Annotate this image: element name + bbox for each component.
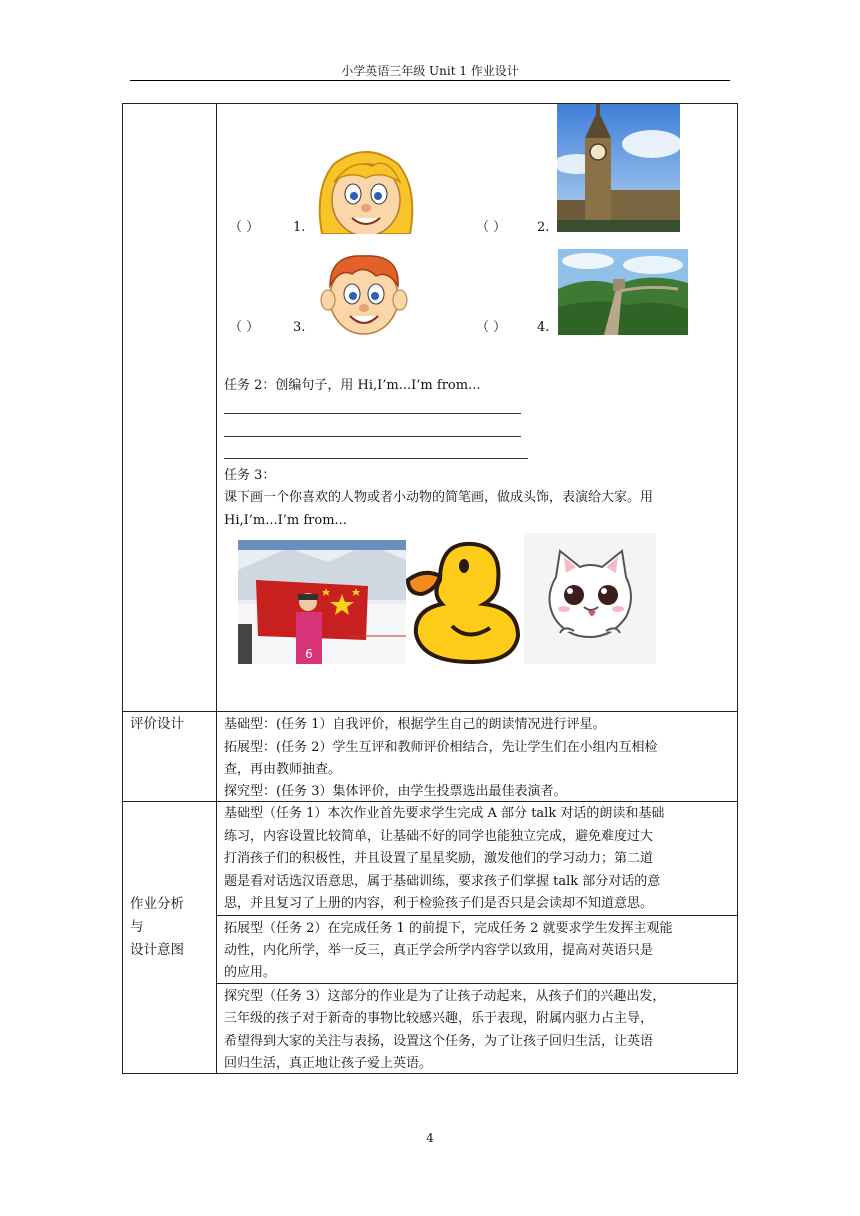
boy-cartoon-image bbox=[314, 252, 414, 336]
text-line: 希望得到大家的关注与表扬，设置这个任务，为了让孩子回归生活，让英语 bbox=[224, 1034, 654, 1049]
text-line: 练习，内容设置比较简单，让基础不好的同学也能独立完成，避免难度过大 bbox=[224, 829, 654, 844]
task3-heading: 任务 3： bbox=[224, 468, 276, 483]
answer-bracket[interactable]: （ ） bbox=[229, 320, 260, 335]
task3-instruction: 课下画一个你喜欢的人物或者小动物的简笔画，做成头饰，表演给大家。用 bbox=[224, 490, 654, 505]
analysis-label-intent: 设计意图 bbox=[130, 942, 184, 958]
row-divider-evaluation bbox=[122, 711, 738, 712]
text-line: 题是看对话选汉语意思，属于基础训练，要求孩子们掌握 talk 部分对话的意 bbox=[224, 874, 661, 889]
great-wall-photo bbox=[558, 249, 688, 335]
table-border-right bbox=[737, 103, 738, 1074]
svg-text:6: 6 bbox=[305, 647, 313, 661]
answer-bracket[interactable]: （ ） bbox=[476, 320, 507, 335]
answer-bracket[interactable]: （ ） bbox=[476, 220, 507, 235]
subrow-divider-extend bbox=[216, 915, 738, 916]
answer-line-1[interactable] bbox=[224, 413, 521, 414]
big-ben-photo bbox=[557, 104, 680, 232]
page-number: 4 bbox=[426, 1131, 434, 1145]
item-number: 1. bbox=[293, 220, 306, 235]
subrow-divider-explore bbox=[216, 983, 738, 984]
yellow-duck-image bbox=[406, 538, 524, 664]
header-rule bbox=[130, 80, 730, 81]
text-line: 三年级的孩子对于新奇的事物比较感兴趣，乐于表现，附属内驱力占主导， bbox=[224, 1011, 654, 1026]
item-number: 2. bbox=[537, 220, 550, 235]
item-number: 4. bbox=[537, 320, 550, 335]
task3-instruction-cont: Hi,I’m...I’m from... bbox=[224, 513, 347, 528]
text-line: 的应用。 bbox=[224, 965, 277, 980]
evaluation-extend: 拓展型：(任务 2）学生互评和教师评价相结合，先让学生们在小组内互相检 bbox=[224, 740, 658, 755]
girl-cartoon-image bbox=[312, 148, 420, 234]
answer-line-3[interactable] bbox=[224, 458, 528, 459]
white-cat-image bbox=[524, 533, 656, 664]
evaluation-label: 评价设计 bbox=[130, 716, 184, 732]
answer-bracket[interactable]: （ ） bbox=[229, 220, 260, 235]
answer-line-2[interactable] bbox=[224, 436, 521, 437]
analysis-label-and: 与 bbox=[130, 919, 144, 935]
text-line: 拓展型（任务 2）在完成任务 1 的前提下，完成任务 2 就要求学生发挥主观能 bbox=[224, 921, 673, 936]
text-line: 打消孩子们的积极性，并且设置了星星奖励，激发他们的学习动力；第二道 bbox=[224, 851, 654, 866]
analysis-label: 作业分析 bbox=[130, 896, 184, 912]
skier-with-flag-photo bbox=[238, 540, 406, 664]
text-line: 回归生活，真正地让孩子爱上英语。 bbox=[224, 1056, 433, 1071]
task2-heading: 任务 2：创编句子，用 Hi,I’m...I’m from... bbox=[224, 378, 481, 393]
item-number: 3. bbox=[293, 320, 306, 335]
evaluation-extend-cont: 查，再由教师抽查。 bbox=[224, 762, 342, 777]
table-column-divider bbox=[216, 103, 217, 1074]
text-line: 动性，内化所学，举一反三，真正学会所学内容学以致用，提高对英语只是 bbox=[224, 943, 654, 958]
evaluation-basic: 基础型：(任务 1）自我评价，根据学生自己的朗读情况进行评星。 bbox=[224, 717, 606, 732]
page-header: 小学英语三年级 Unit 1 作业设计 bbox=[341, 64, 519, 78]
text-line: 基础型（任务 1）本次作业首先要求学生完成 A 部分 talk 对话的朗读和基础 bbox=[224, 806, 665, 821]
evaluation-explore: 探究型：(任务 3）集体评价，由学生投票选出最佳表演者。 bbox=[224, 784, 567, 799]
text-line: 探究型（任务 3）这部分的作业是为了让孩子动起来，从孩子们的兴趣出发， bbox=[224, 989, 666, 1004]
text-line: 思，并且复习了上册的内容，利于检验孩子们是否只是会读却不知道意思。 bbox=[224, 896, 654, 911]
table-border-left bbox=[122, 103, 123, 1074]
